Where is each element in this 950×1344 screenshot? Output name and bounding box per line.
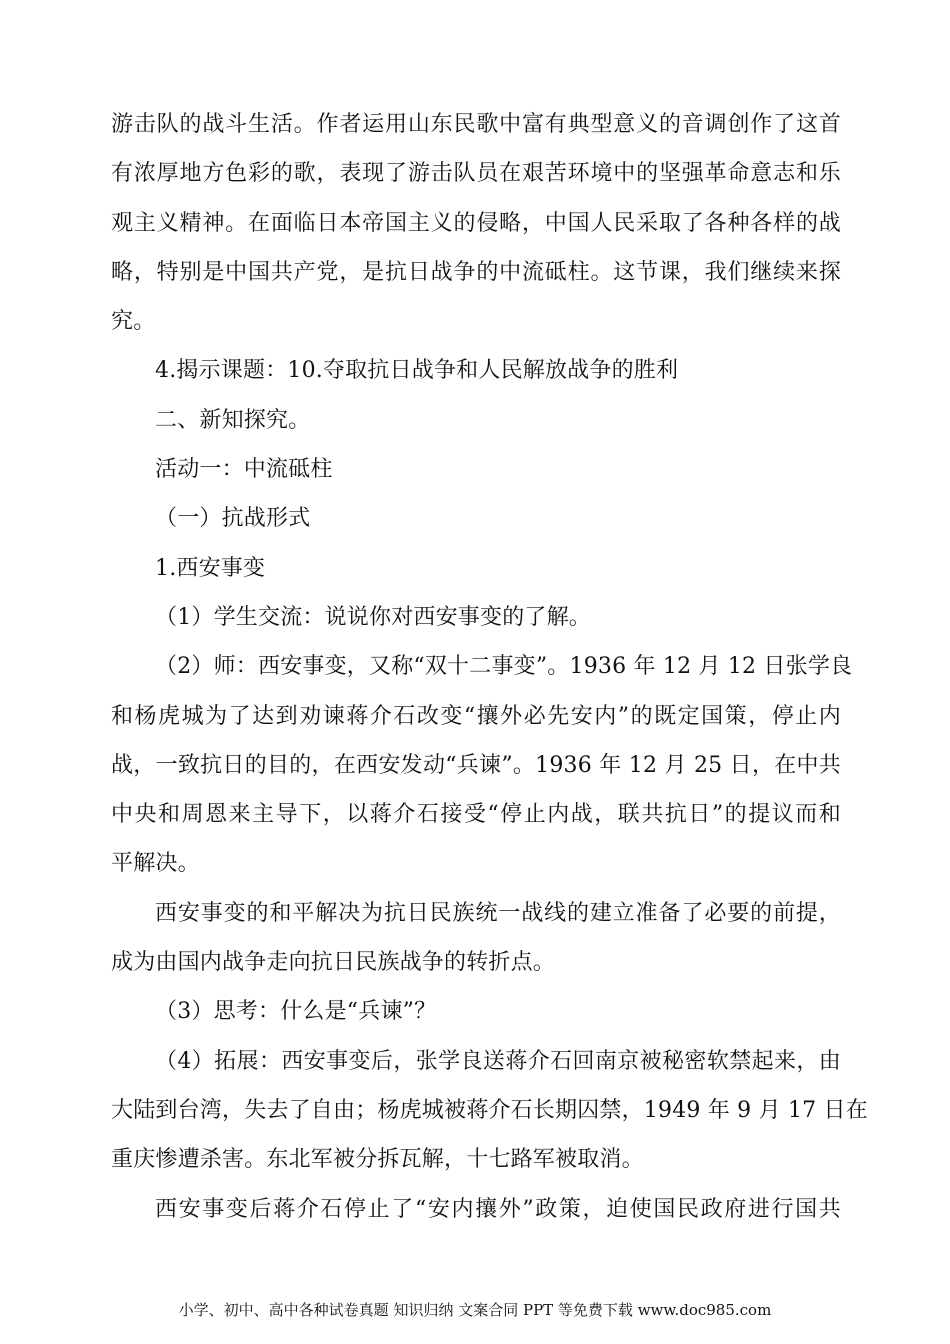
- paragraph-line: （1）学生交流：说说你对西安事变的了解。: [155, 604, 591, 630]
- paragraph-line: 西安事变后蒋介石停止了“安内攘外”政策，迫使国民政府进行国共: [155, 1196, 841, 1222]
- section-heading: 二、新知探究。: [155, 407, 311, 433]
- document-body: [111, 100, 868, 1234]
- paragraph-line: 重庆惨遭杀害。东北军被分拆瓦解，十七路军被取消。: [111, 1147, 644, 1173]
- subsection-heading: （一）抗战形式: [155, 506, 311, 532]
- paragraph-line: 大陆到台湾，失去了自由；杨虎城被蒋介石长期囚禁，1949 年 9 月 17 日在: [111, 1097, 868, 1123]
- paragraph-line: 究。: [111, 309, 156, 335]
- paragraph-line: 游击队的战斗生活。作者运用山东民歌中富有典型意义的音调创作了这首: [111, 112, 841, 137]
- topic-heading: 1.西安事变: [155, 555, 266, 581]
- paragraph-line: 中央和周恩来主导下，以蒋介石接受“停止内战，联共抗日”的提议而和: [111, 802, 841, 828]
- paragraph-line: 和杨虎城为了达到劝谏蒋介石改变“攘外必先安内”的既定国策，停止内: [111, 703, 841, 729]
- paragraph-line: 略，特别是中国共产党，是抗日战争的中流砥柱。这节课，我们继续来探: [111, 259, 841, 285]
- page-footer: 小学、初中、高中各种试卷真题 知识归纳 文案合同 PPT 等免费下载 www.doc985.com: [178, 1301, 772, 1319]
- paragraph-line: 有浓厚地方色彩的歌，表现了游击队员在艰苦环境中的坚强革命意志和乐: [111, 161, 841, 187]
- paragraph-line: 成为由国内战争走向抗日民族战争的转折点。: [111, 950, 556, 976]
- paragraph-line: 西安事变的和平解决为抗日民族统一战线的建立准备了必要的前提，: [155, 900, 841, 926]
- paragraph-line: （4）拓展：西安事变后，张学良送蒋介石回南京被秘密软禁起来，由: [155, 1048, 841, 1074]
- activity-heading: 活动一：中流砥柱: [155, 457, 333, 483]
- paragraph-line: 观主义精神。在面临日本帝国主义的侵略，中国人民采取了各种各样的战: [111, 210, 841, 236]
- paragraph-line: （2）师：西安事变，又称“双十二事变”。1936 年 12 月 12 日张学良: [155, 654, 853, 680]
- paragraph-line: （3）思考：什么是“兵谏”？: [155, 999, 437, 1025]
- paragraph-line: 战，一致抗日的目的，在西安发动“兵谏”。1936 年 12 月 25 日，在中共: [111, 752, 841, 778]
- lesson-title: 4.揭示课题：10.夺取抗日战争和人民解放战争的胜利: [155, 358, 679, 384]
- paragraph-line: 平解决。: [111, 851, 200, 877]
